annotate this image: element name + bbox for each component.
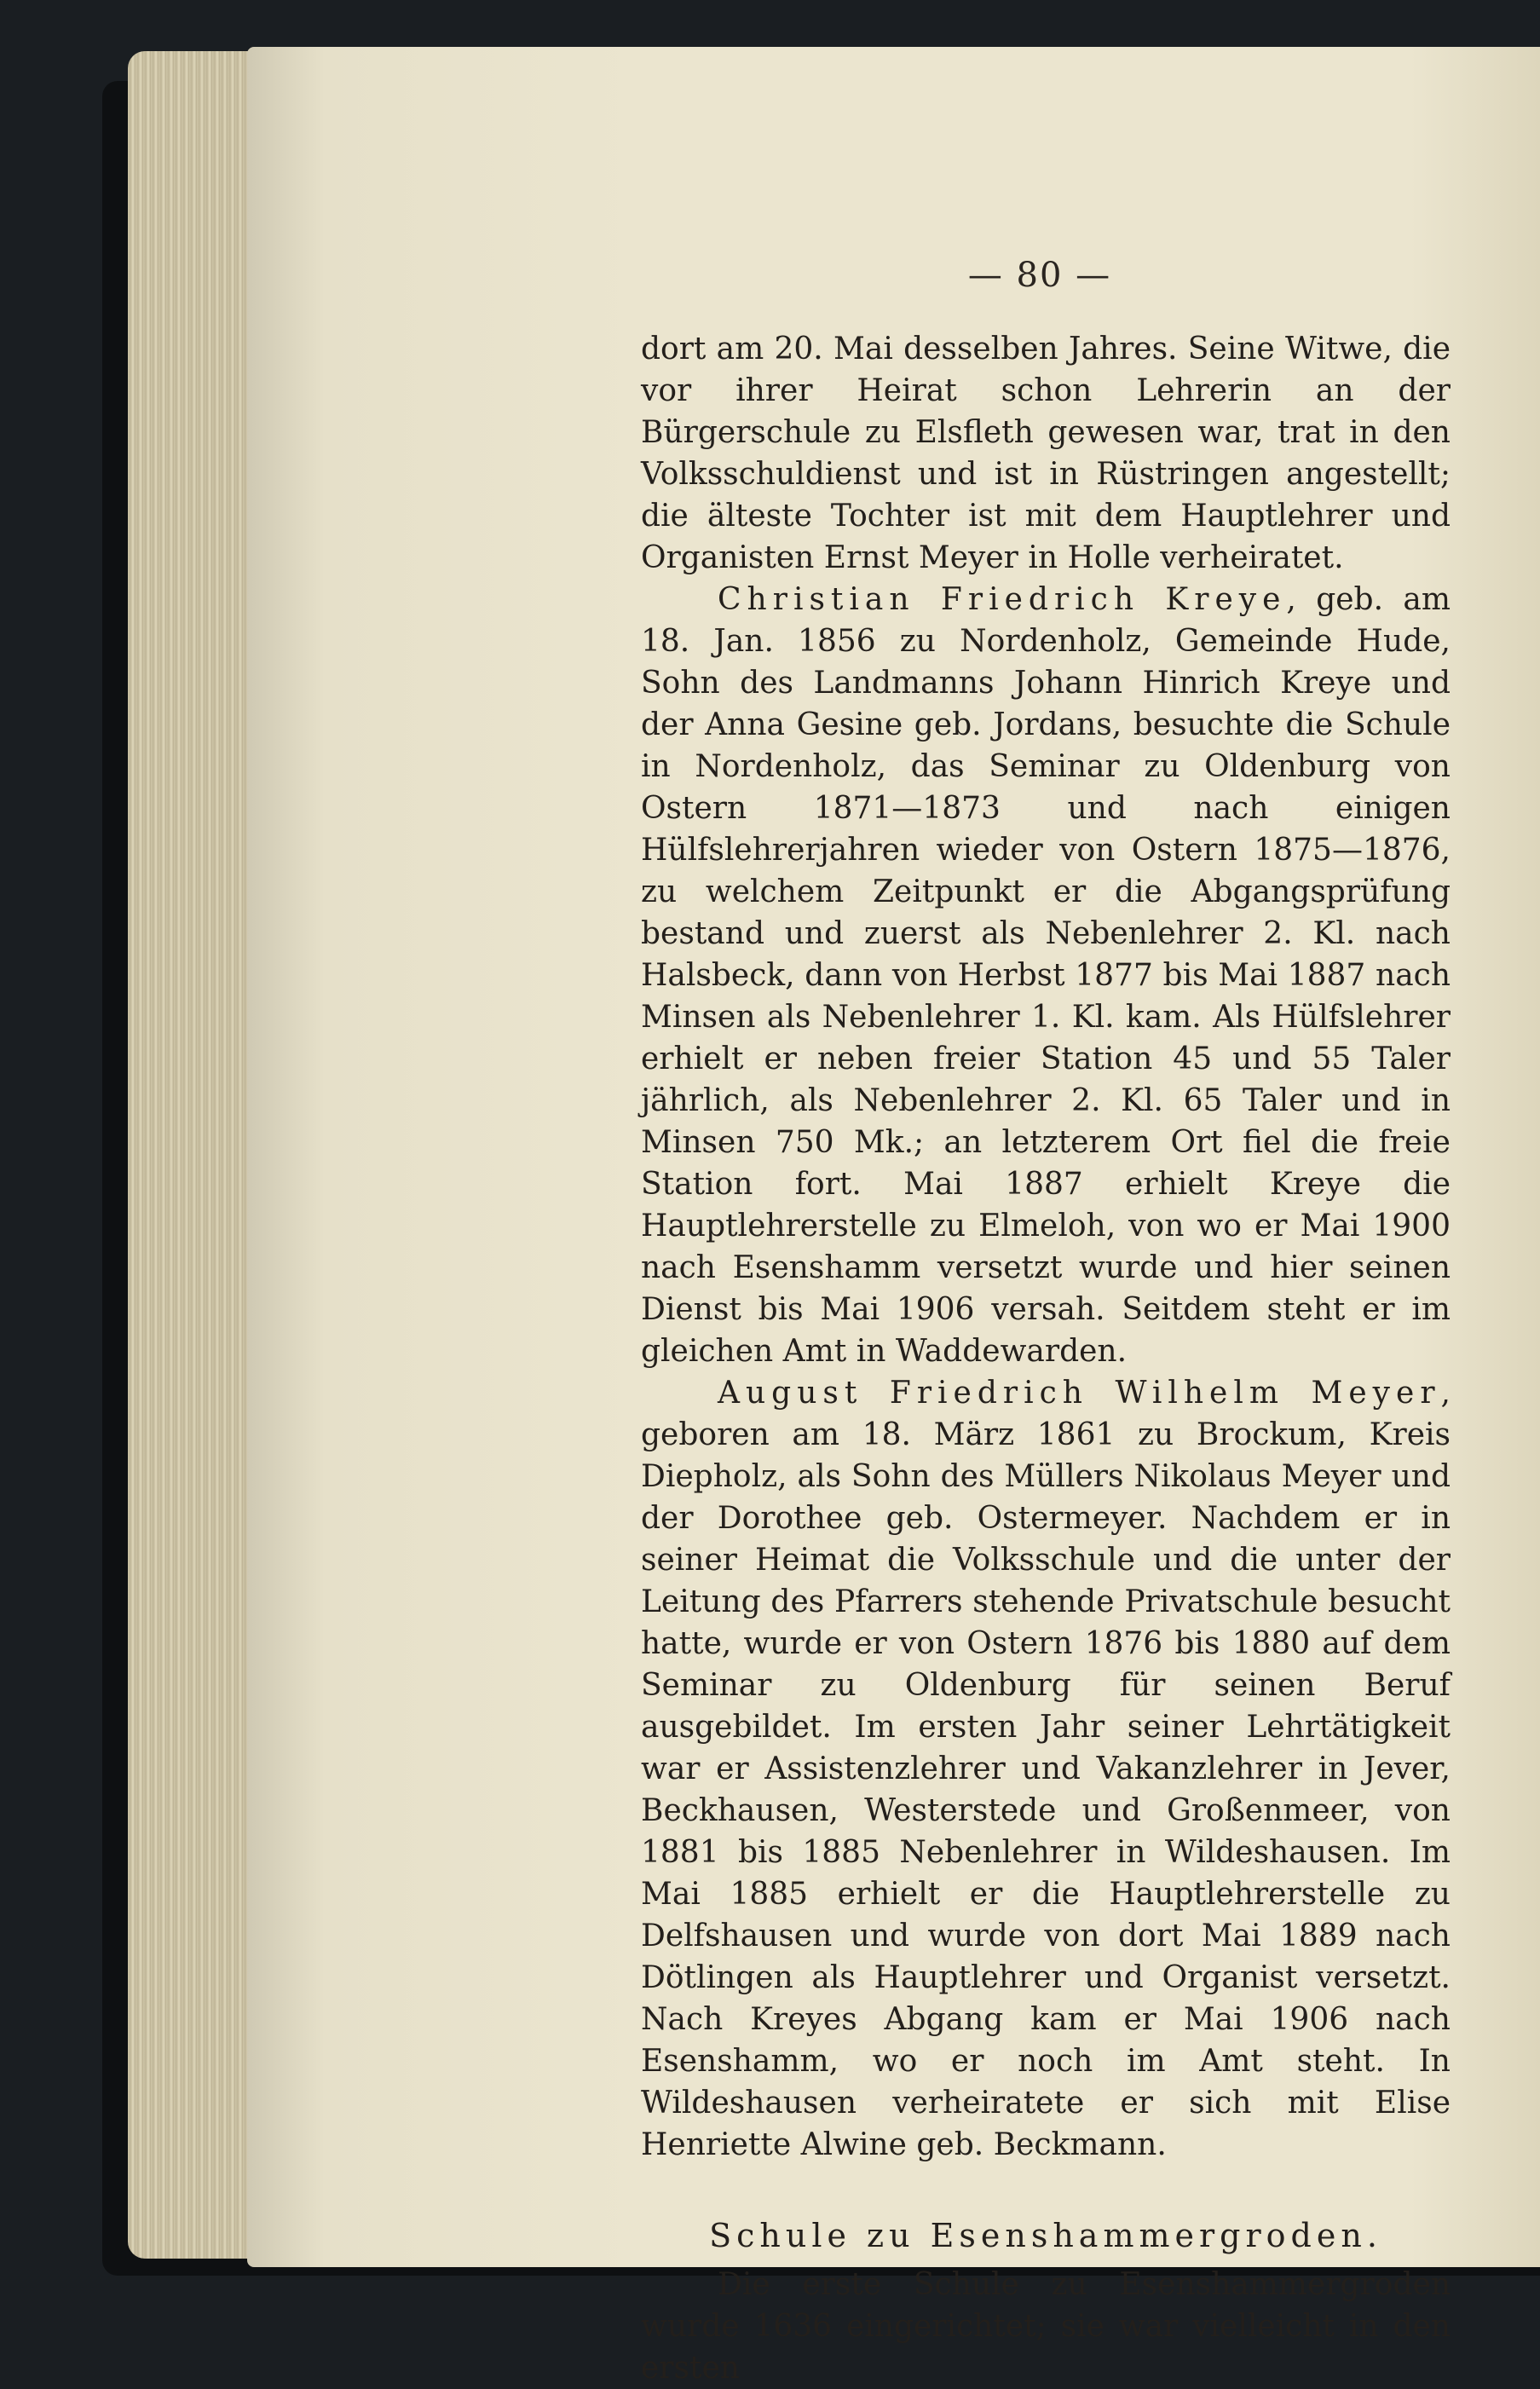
paragraph-meyer-body: , geboren am 18. März 1861 zu Brockum, Kreis Diepholz, als Sohn des Müllers Nikolaus Meyer und der Dorothee geb. Ostermeyer. Nachdem er in seiner Heimat die Volksschule und die unter der Leitung des Pfarrers stehende Privatschule besucht hatte, wurde er von Ostern 1876 bis 1880 auf dem Seminar zu Oldenburg für seinen Beruf ausgebildet. Im ersten Jahr seiner Lehrtätigkeit war er Assistenzlehrer und Vakanzlehrer in Jever, Beckhausen, Westerstede und Großenmeer, von 1881 bis 1885 Nebenlehrer in Wildeshausen. Im Mai 1885 erhielt er die Hauptlehrerstelle zu Delfshausen und wurde von dort Mai 1889 nach Dötlingen als Hauptlehrer und Organist versetzt. Nach Kreyes Abgang kam er Mai 1906 nach Esenshamm, wo er noch im Amt steht. In Wildeshausen verheiratete er sich mit Elise Henriette Alwine geb. Beckmann. — [641, 1376, 1451, 2162]
paragraph-school: Die erste Schule zu Esenshammergroden wurde 1636 eingerichtet; sie war vielleicht in den ersten — [641, 2267, 1451, 2386]
person-name-meyer: August Friedrich Wilhelm Meyer — [718, 1376, 1441, 1411]
paragraph-meyer — [641, 1372, 1451, 2166]
paragraph-widow: dort am 20. Mai desselben Jahres. Seine Witwe, die vor ihrer Heirat schon Lehrerin an der Bürgerschule zu Elsfleth gewesen war, trat in den Volksschuldienst und ist in Rüstringen angestellt; die älteste Tochter ist mit dem Hauptlehrer und Organisten Ernst Meyer in Holle verheiratet. — [641, 332, 1451, 575]
text-block — [641, 328, 1451, 2389]
paragraph-kreye — [641, 579, 1451, 1372]
person-name-kreye: Christian Friedrich Kreye — [718, 582, 1287, 617]
section-heading: Schule zu Esenshammergroden. — [709, 2217, 1382, 2254]
paragraph-kreye-body: , geb. am 18. Jan. 1856 zu Nordenholz, Gemeinde Hude, Sohn des Landmanns Johann Hinrich Kreye und der Anna Gesine geb. Jordans, besuchte die Schule in Nordenholz, das Seminar zu Oldenburg von Ostern 1871—1873 und nach einigen Hülfslehrerjahren wieder von Ostern 1875—1876, zu welchem Zeitpunkt er die Abgangsprüfung bestand und zuerst als Nebenlehrer 2. Kl. nach Halsbeck, dann von Herbst 1877 bis Mai 1887 nach Minsen als Nebenlehrer 1. Kl. kam. Als Hülfslehrer erhielt er neben freier Station 45 und 55 Taler jährlich, als Nebenlehrer 2. Kl. 65 Taler und in Minsen 750 Mk.; an letzterem Ort fiel die freie Station fort. Mai 1887 erhielt Kreye die Hauptlehrerstelle zu Elmeloh, von wo er Mai 1900 nach Esenshamm versetzt wurde und hier seinen Dienst bis Mai 1906 versah. Seitdem steht er im gleichen Amt in Waddewarden. — [641, 582, 1451, 1369]
page-edges — [128, 51, 256, 2259]
page-number: — 80 — — [967, 256, 1112, 295]
